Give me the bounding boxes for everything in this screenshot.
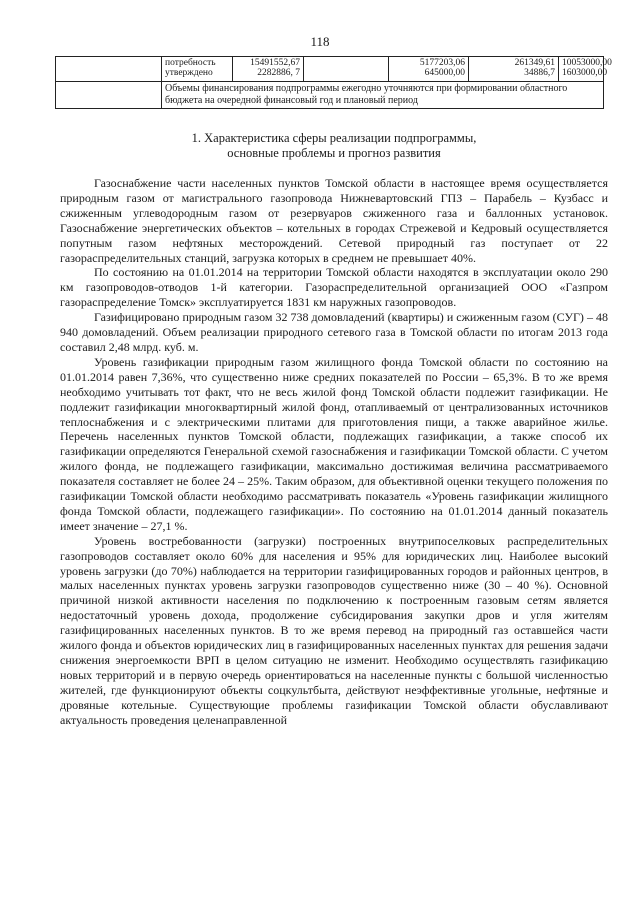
value: 2282886, 7 — [257, 68, 300, 78]
table-cell-extra — [559, 57, 612, 82]
body-text — [60, 176, 608, 728]
table-cell-labels — [162, 57, 233, 82]
page-number: 118 — [310, 34, 330, 49]
paragraph: Уровень газификации природным газом жилищного фонда Томской области по состоянию на 01.01.2014 равен 7,36%, что существенно ниже средних показателей по России – 65,3%. В то же время необходимо учитывать тот факт, что не весь жилой фонд Томской области подлежит газификации. Не подлежит газификации многоквартирный жилой фонд, отапливаемый от централизованных источников теплоснабжения и с электрическими плитами для приготовления пищи, а также аварийное жилье. Перечень населенных пунктов Томской области, подлежащих газификации, а также способ их газификации определяются Генеральной схемой газоснабжения и газификации Томской области. С учетом жилого фонда, не подлежащего газификации, максимально достижимая величина рассматриваемого показателя составляет не более 24 – 25%. Таким образом, для объективной оценки текущего положения по газификации Томской области необходимо рассматривать показатель «Уровень газификации жилищного фонда Томской области, подлежащего газификации». По состоянию на 01.01.2014 данный показатель имеет значение – 27,1 %. — [60, 354, 608, 533]
value: 1603000,00 — [562, 68, 608, 78]
table-row — [56, 57, 604, 82]
label-approved: утверждено — [165, 68, 213, 78]
paragraph: Газифицировано природным газом 32 738 домовладений (квартиры) и сжиженным газом (СУГ) – 48 940 домовладений. Объем реализации природного сетевого газа в Томской области по итогам 2013 года составил 2,48 млрд. куб. м. — [60, 310, 608, 354]
value: 34886,7 — [524, 68, 555, 78]
table-cell-empty — [56, 82, 162, 109]
financing-table — [55, 56, 612, 109]
label-need: потребность — [165, 58, 216, 68]
table-cell-total — [233, 57, 304, 82]
table-cell-regional — [389, 57, 469, 82]
paragraph: Газоснабжение части населенных пунктов Томской области в настоящее время осуществляется природным газом от магистрального газопровода Нижневартовский ГПЗ – Парабель – Кузбасс и сжиженным углеводородным газом от резервуаров сжиженного газа и баллонных установок. Газоснабжение энергетических объектов – котельных в городах Стрежевой и Кедровый осуществляется попутным газом нефтяных месторождений. Сетевой природный газ поступает от 22 газораспределительных станций, загрузка которых в среднем не превышает 40%. — [60, 176, 608, 265]
paragraph: По состоянию на 01.01.2014 на территории Томской области находятся в эксплуатации около 290 км газопроводов-отводов 1-й категории. Газораспределительной организацией ООО «Газпром газораспределение Томск» эксплуатируется 1831 км наружных газопроводов. — [60, 265, 608, 310]
table-cell-local — [469, 57, 559, 82]
value: 5177203,06 — [419, 58, 465, 68]
table-row — [56, 82, 604, 109]
value: 15491552,67 — [250, 58, 300, 68]
value: 261349,61 — [514, 58, 555, 68]
value: 645000,00 — [424, 68, 465, 78]
value: 10053000,00 — [562, 58, 612, 68]
table-note: Объемы финансирования подпрограммы ежегодно уточняются при формировании областного бюджета на очередной финансовый год и плановый период — [162, 82, 604, 109]
table-cell-federal — [304, 57, 389, 82]
table-cell-empty — [56, 57, 162, 82]
heading-line: основные проблемы и прогноз развития — [227, 146, 441, 160]
heading-line: 1. Характеристика сферы реализации подпрограммы, — [191, 131, 477, 145]
paragraph: Уровень востребованности (загрузки) построенных внутрипоселковых распределительных газопроводов составляет около 60% для населения и 95% для юридических лиц. Наиболее высокий уровень загрузки (до 70%) наблюдается на территории газифицированных городов и районных центров, в малых населенных пунктах уровень загрузки газопроводов существенно ниже (30 – 40 %). Основной причиной низкой активности населения по подключению к построенным газовым сетям является недостаточный уровень дохода, продолжение субсидирования закупки дров и угля жителям газифицированных населенных пунктов. В то же время перевод на природный газ оставшейся части жилого фонда и объектов юридических лиц в газифицированных населенных пунктах для решения задачи снижения энергоемкости ВРП в целом ситуацию не изменит. Необходимо осуществлять газификацию новых территорий и в первую очередь ориентироваться на населенные пункты с большой численностью жителей, где функционируют объекты соцкультбыта, действуют неэффективные угольные, нефтяные и дровяные котельные. Существующие проблемы газификации Томской области обуславливают актуальность проведения целенаправленной — [60, 533, 608, 727]
section-heading — [60, 131, 608, 161]
